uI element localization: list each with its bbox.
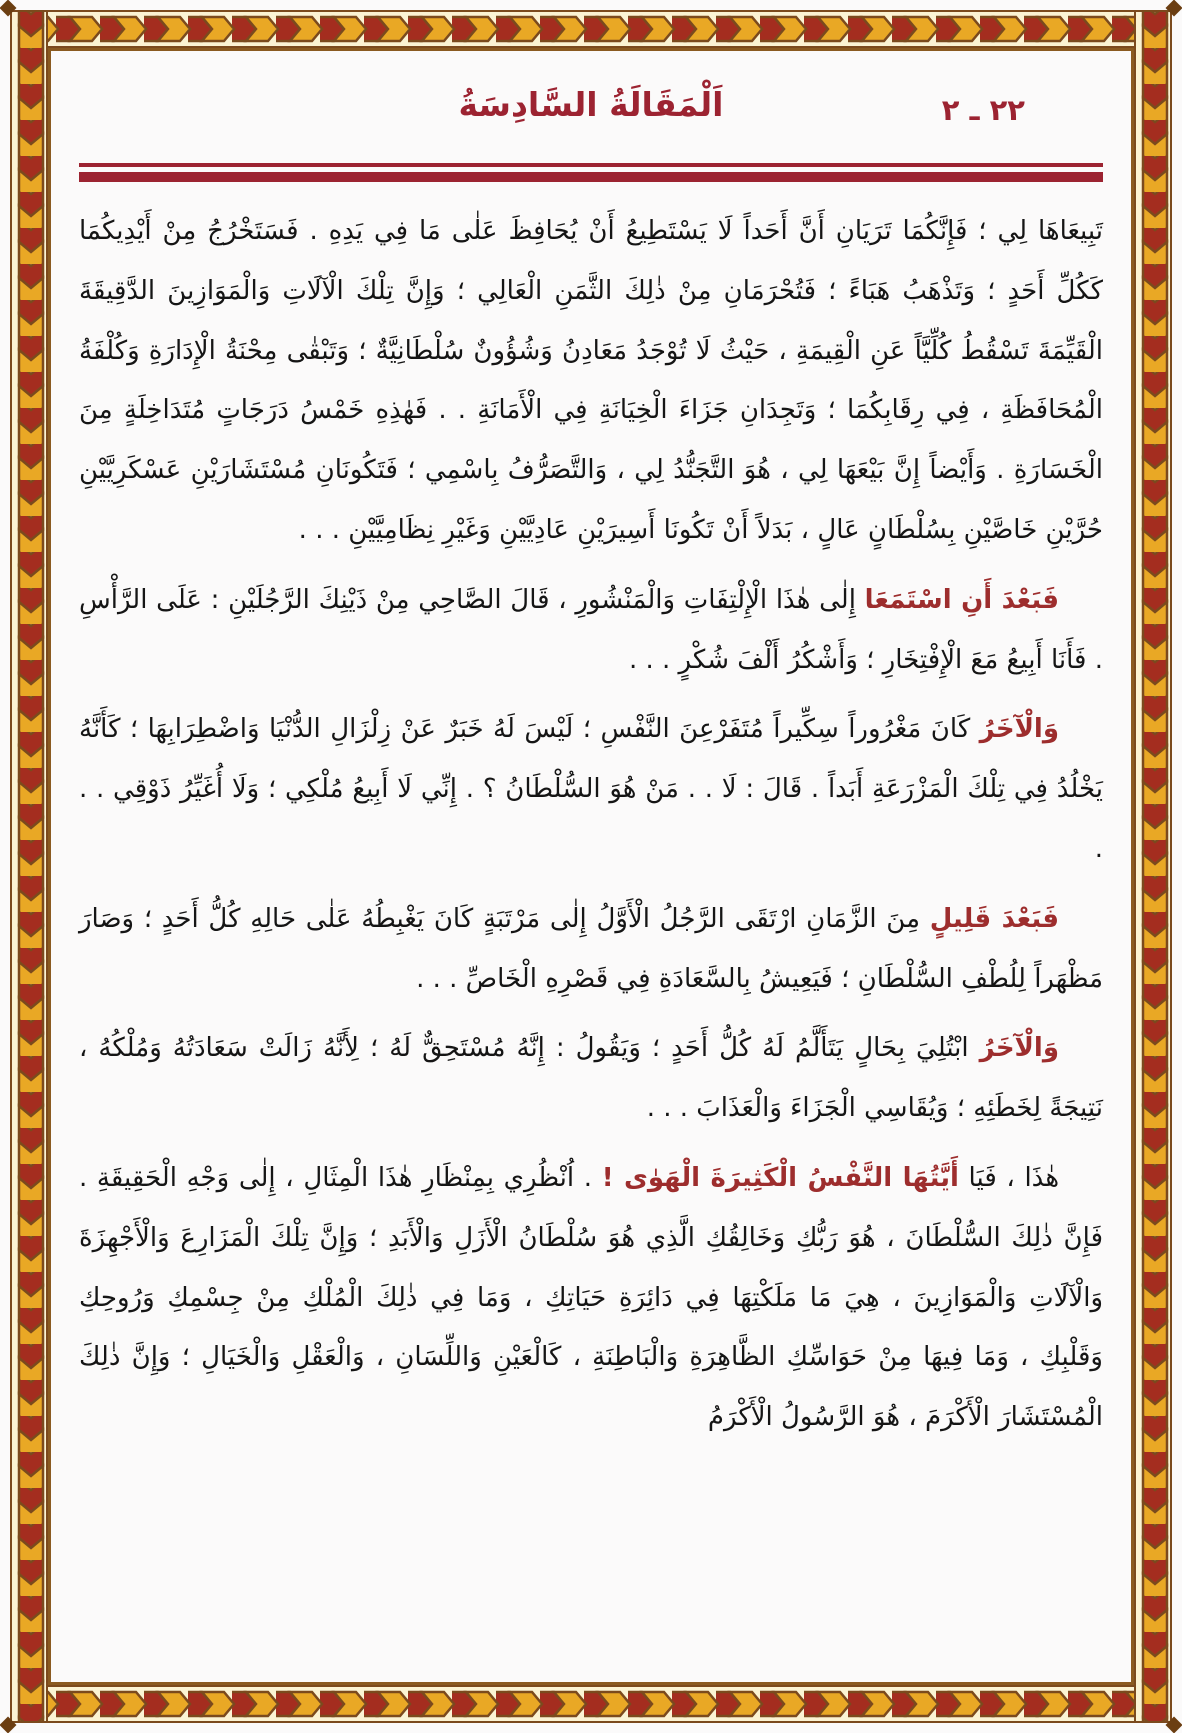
header-divider [79,163,1103,182]
divider-thick-line [79,172,1103,182]
ornamental-border-right [1134,10,1172,1723]
paragraph-text: مِنَ الزَّمَانِ ارْتَقَى الرَّجُلُ الْأَوَّلُ إِلٰى مَرْتَبَةٍ كَانَ يَغْبِطُهُ عَلٰى حَالِهِ كُلُّ أَحَدٍ ؛ وَصَارَ مَظْهَراً لِلُطْفِ السُّلْطَانِ ؛ فَيَعِيشُ بِالسَّعَادَةِ فِي قَصْرِهِ الْخَاصِّ . . . [79,903,1103,994]
paragraph-text: . اُنْظُرِي بِمِنْظَارِ هٰذَا الْمِثَالِ ، إِلٰى وَجْهِ الْحَقِيقَةِ . فَإِنَّ ذٰلِكَ السُّلْطَانَ ، هُوَ رَبُّكِ وَخَالِقُكِ الَّذِي هُوَ سُلْطَانُ الْأَزَلِ وَالْأَبَدِ ؛ وَإِنَّ تِلْكَ الْمَزَارِعَ وَالْأَجْهِزَةَ وَالْآلَاتِ وَالْمَوَازِينَ ، هِيَ مَا مَلَكْتِهَا فِي دَائِرَةِ حَيَاتِكِ ، وَمَا فِي ذٰلِكَ الْمُلْكِ مِنْ جِسْمِكِ وَرُوحِكِ وَقَلْبِكِ ، وَمَا فِيهَا مِنْ حَوَاسِّكِ الظَّاهِرَةِ وَالْبَاطِنَةِ ، كَالْعَيْنِ وَاللِّسَانِ ، وَالْعَقْلِ وَالْخَيَالِ ؛ وَإِنَّ ذٰلِكَ الْمُسْتَشَارَ الْأَكْرَمَ ، هُوَ الرَّسُولُ الْأَكْرَمُ [79,1162,1103,1433]
page-header [79,85,1103,159]
paragraph-text: تَبِيعَاهَا لِي ؛ فَإِنَّكُمَا تَرَيَانِ أَنَّ أَحَداً لَا يَسْتَطِيعُ أَنْ يُحَافِظَ عَلٰى مَا فِي يَدِهِ . فَسَتَخْرُجُ مِنْ أَيْدِيكُمَا كَكُلِّ أَحَدٍ ؛ وَتَذْهَبُ هَبَاءً ؛ فَتُحْرَمَانِ مِنْ ذٰلِكَ الثَّمَنِ الْعَالِي ؛ وَإِنَّ تِلْكَ الْآلَاتِ وَالْمَوَازِينَ الدَّقِيقَةَ الْقَيِّمَةَ تَسْقُطُ كُلِّيَّاً عَنِ الْقِيمَةِ ، حَيْثُ لَا تُوْجَدُ مَعَادِنُ وَشُؤُونٌ سُلْطَانِيَّةٌ ؛ وَتَبْقٰى مِحْنَةُ الْإِدَارَةِ وَكُلْفَةُ الْمُحَافَظَةِ ، فِي رِقَابِكُمَا ؛ وَتَجِدَانِ جَزَاءَ الْخِيَانَةِ فِي الْأَمَانَةِ . . فَهٰذِهِ خَمْسُ دَرَجَاتٍ مُتَدَاخِلَةٍ مِنَ الْخَسَارَةِ . وَأَيْضاً إِنَّ بَيْعَهَا لِي ، هُوَ التَّجَنُّدُ لِي ، وَالتَّصَرُّفُ بِاسْمِي ؛ فَتَكُونَانِ مُسْتَشَارَيْنِ عَسْكَرِيَّيْنِ حُرَّيْنِ خَاصَّيْنِ بِسُلْطَانٍ عَالٍ ، بَدَلاً أَنْ تَكُونَا أَسِيرَيْنِ عَادِيَّيْنِ وَغَيْرِ نِظَامِيَّيْنِ . . . [79,216,1103,545]
paragraph-1 [79,202,1103,561]
paragraph-5 [79,1019,1103,1139]
paragraph-2 [79,571,1103,691]
paragraph-lead: فَبَعْدَ قَلِيلٍ [929,903,1059,934]
paragraph-text: ابْتُلِيَ بِحَالٍ يَتَأَلَّمُ لَهُ كُلُّ أَحَدٍ ؛ وَيَقُولُ : إِنَّهُ مُسْتَحِقٌّ لَهُ ؛ لِأَنَّهُ زَالَتْ سَعَادَتُهُ وَمُلْكُهُ ، نَتِيجَةً لِخَطَئِهِ ؛ وَيُقَاسِي الْجَزَاءَ وَالْعَذَابَ . . . [79,1033,1103,1124]
paragraph-text: إِلٰى هٰذَا الْإِلْتِفَاتِ وَالْمَنْشُورِ ، قَالَ الصَّاحِي مِنْ ذَيْنِكَ الرَّجُلَيْنِ : عَلَى الرَّأْسِ . فَأَنَا أَبِيعُ مَعَ الْإِفْتِخَارِ ؛ وَأَشْكُرُ أَلْفَ شُكْرٍ . . . [79,584,1103,675]
paragraph-4 [79,890,1103,1010]
paragraph-text: كَانَ مَغْرُوراً سِكِّيراً مُتَفَرْعِنَ النَّفْسِ ؛ لَيْسَ لَهُ خَبَرٌ عَنْ زِلْزَالِ الدُّنْيَا وَاضْطِرَابِهَا ؛ كَأَنَّهُ يَخْلُدُ فِي تِلْكَ الْمَزْرَعَةِ أَبَداً . قَالَ : لَا . . مَنْ هُوَ السُّلْطَانُ ؟ . إِنِّي لَا أَبِيعُ مُلْكِي ؛ وَلَا أُغَيِّرُ ذَوْقِي . . . [79,714,1103,864]
paragraph-lead: وَالْآخَرُ [979,1033,1059,1064]
paragraph-lead: أَيَّتُهَا النَّفْسُ الْكَثِيرَةَ الْهَوٰى ! [601,1162,959,1193]
ornamental-border-left [10,10,48,1723]
ornamental-border-bottom [10,1685,1172,1723]
page-title: اَلْمَقَالَةُ السَّادِسَةُ [458,85,724,124]
paragraph-lead: وَالْآخَرُ [979,714,1060,745]
paragraph-3 [79,700,1103,879]
divider-thin-line [79,163,1103,167]
page-number: ٢٢ ـ ٢ [941,93,1025,127]
body-text [79,202,1103,1448]
ornamental-border-top [10,10,1172,48]
paragraph-lead: فَبَعْدَ أَنِ اسْتَمَعَا [864,584,1059,615]
paragraph-6 [79,1149,1103,1448]
page-content [53,53,1129,1680]
paragraph-pre-text: هٰذَا ، فَيَا [968,1162,1060,1193]
